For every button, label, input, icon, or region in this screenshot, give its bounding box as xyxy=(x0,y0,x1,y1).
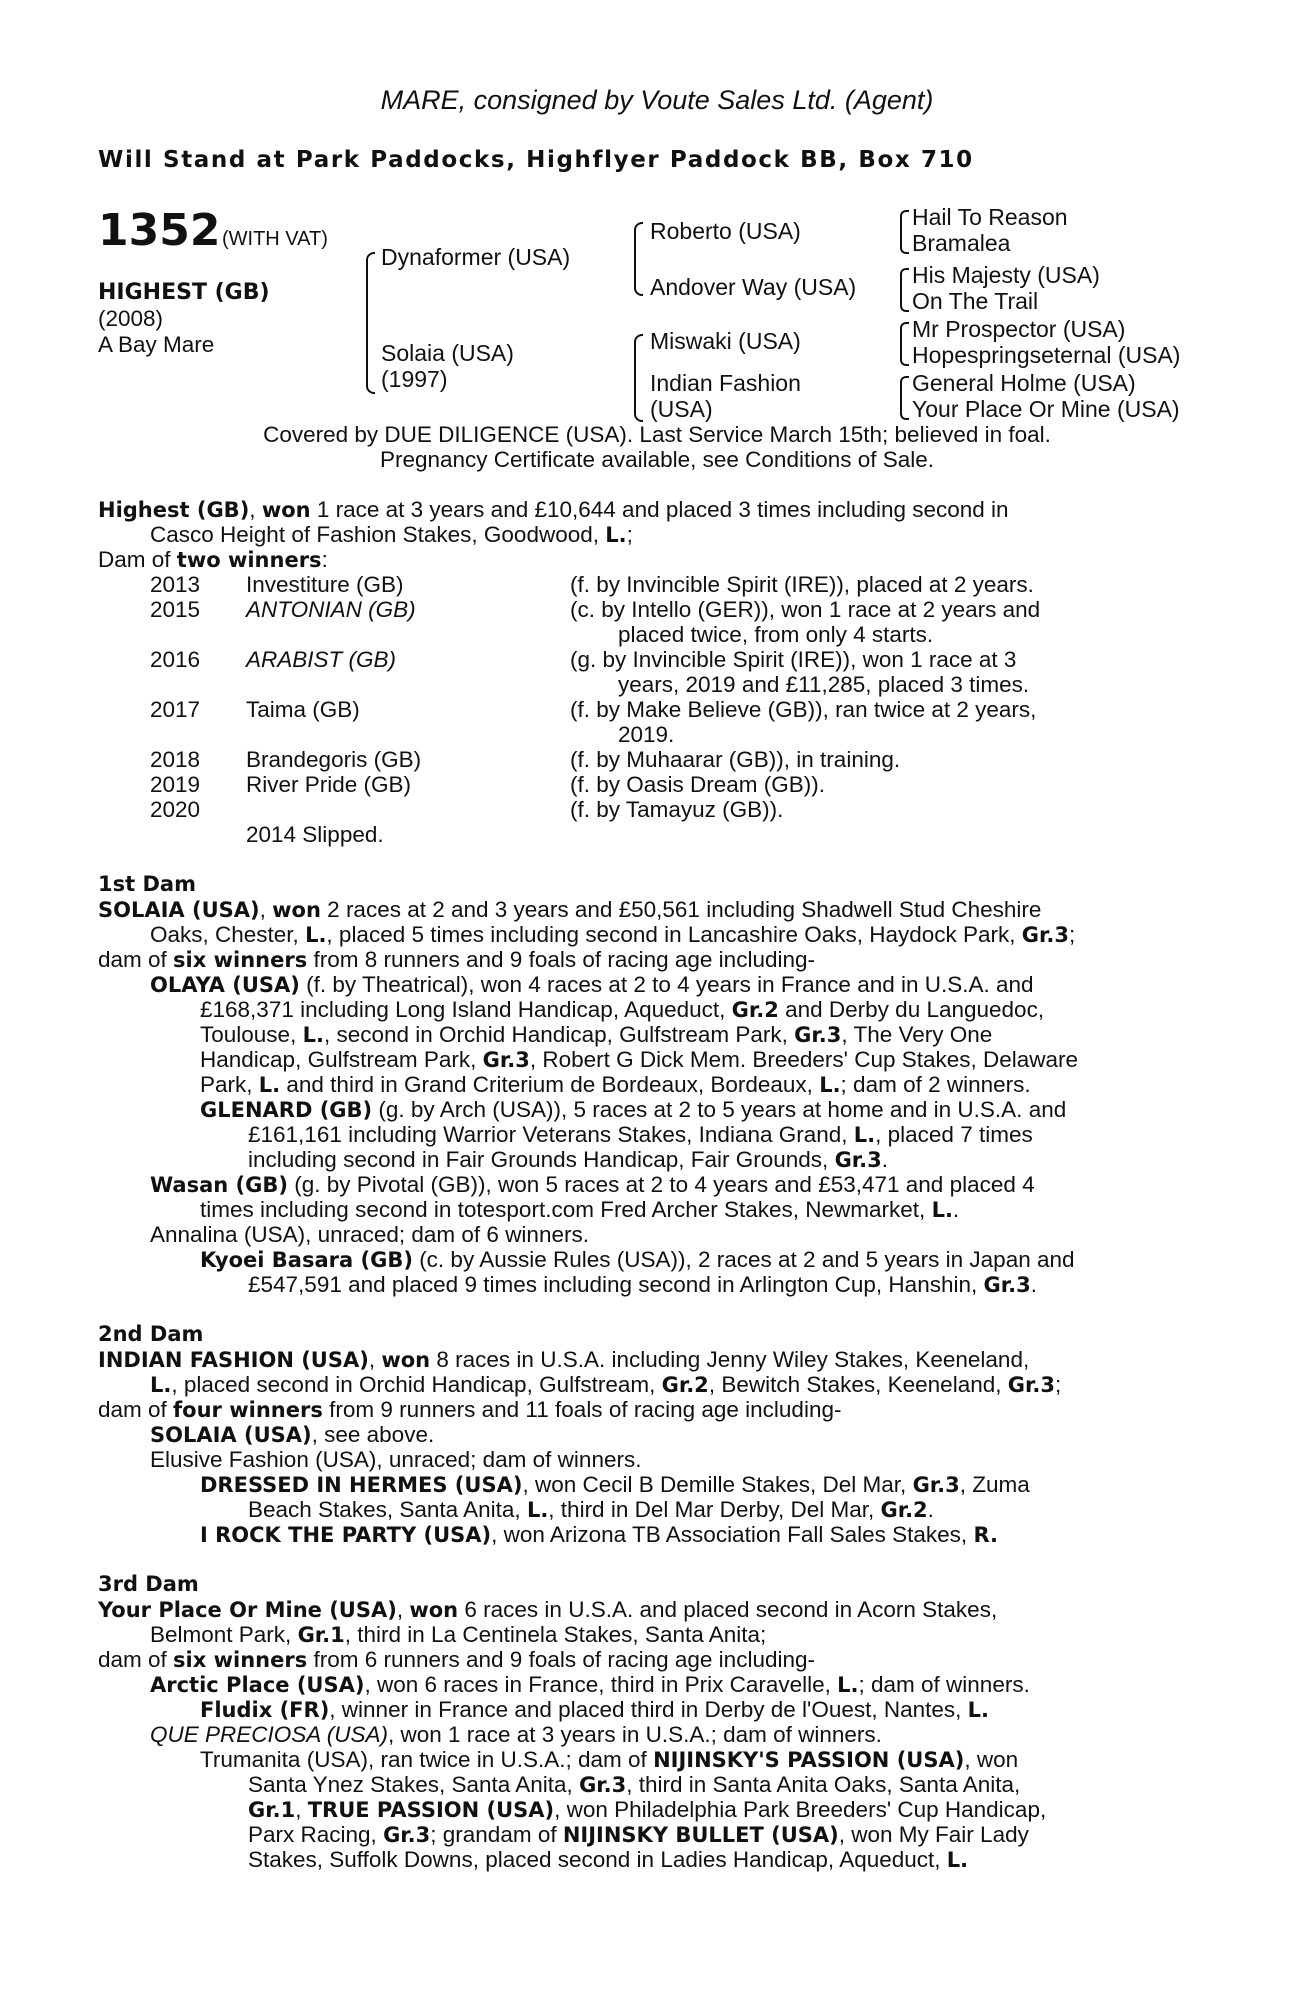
produce-detail: (f. by Oasis Dream (GB)). xyxy=(570,772,826,797)
arctic-record: Arctic Place (USA), won 6 races in France, third in Prix Caravelle, L.; dam of winners. xyxy=(150,1672,1030,1697)
produce-detail: 2019. xyxy=(618,722,675,747)
kyoei-record: Kyoei Basara (GB) (c. by Aussie Rules (USA)), 2 races at 2 and 5 years in Japan and xyxy=(200,1247,1075,1272)
pedigree-dam: Solaia (USA) xyxy=(381,340,514,366)
trumanita-record-cont: Gr.1, TRUE PASSION (USA), won Philadelphia Park Breeders' Cup Handicap, xyxy=(248,1797,1047,1822)
trumanita-record-cont: Parx Racing, Gr.3; grandam of NIJINSKY BULLET (USA), won My Fair Lady xyxy=(248,1822,1029,1847)
covered-line: Covered by DUE DILIGENCE (USA). Last Service March 15th; believed in foal. xyxy=(263,422,1051,447)
produce-detail: (f. by Invincible Spirit (IRE)), placed at 2 years. xyxy=(570,572,1034,597)
trumanita-record-cont: Stakes, Suffolk Downs, placed second in Ladies Handicap, Aqueduct, L. xyxy=(248,1847,969,1872)
horse-year: (2008) xyxy=(98,306,164,331)
pedigree-ddd: Your Place Or Mine (USA) xyxy=(912,396,1180,422)
stand-location: Will Stand at Park Paddocks, Highflyer Paddock BB, Box 710 xyxy=(98,147,974,173)
horse-description: A Bay Mare xyxy=(98,332,215,357)
wasan-record: Wasan (GB) (g. by Pivotal (GB)), won 5 races at 2 to 4 years and £53,471 and placed 4 xyxy=(150,1172,1035,1197)
trumanita-record: Trumanita (USA), ran twice in U.S.A.; dam of NIJINSKY'S PASSION (USA), won xyxy=(200,1747,1019,1772)
produce-year: 2019 xyxy=(150,772,201,797)
pedigree-dam-year: (1997) xyxy=(381,366,448,392)
first-dam-record: SOLAIA (USA), won 2 races at 2 and 3 years and £50,561 including Shadwell Stud Cheshire xyxy=(98,897,1042,922)
pedigree-sire-sire: Roberto (USA) xyxy=(650,218,801,244)
third-dam-record-cont: Belmont Park, Gr.1, third in La Centinela Stakes, Santa Anita; xyxy=(150,1622,767,1647)
pedigree-dss: Mr Prospector (USA) xyxy=(912,316,1126,342)
annalina-record: Annalina (USA), unraced; dam of 6 winners. xyxy=(150,1222,589,1247)
pedigree-sds: His Majesty (USA) xyxy=(912,262,1100,288)
third-dam-produce-summary: dam of six winners from 6 runners and 9 foals of racing age including- xyxy=(98,1647,815,1672)
pedigree-sire: Dynaformer (USA) xyxy=(381,244,571,270)
catalogue-title: MARE, consigned by Voute Sales Ltd. (Agent) xyxy=(380,85,934,115)
pedigree-ssd: Bramalea xyxy=(912,230,1011,256)
pedigree-dam-dam-country: (USA) xyxy=(650,396,713,422)
pedigree-brace xyxy=(366,252,375,394)
pedigree-sdd: On The Trail xyxy=(912,288,1039,314)
produce-name: ARABIST (GB) xyxy=(246,647,397,672)
pedigree-dam-dam: Indian Fashion xyxy=(650,370,801,396)
third-dam-record: Your Place Or Mine (USA), won 6 races in U.S.A. and placed second in Acorn Stakes, xyxy=(98,1597,998,1622)
pedigree-brace xyxy=(900,322,909,366)
pregnancy-line: Pregnancy Certificate available, see Conditions of Sale. xyxy=(379,447,935,472)
glenard-record: GLENARD (GB) (g. by Arch (USA)), 5 races at 2 to 5 years at home and in U.S.A. and xyxy=(200,1097,1067,1122)
olaya-record: OLAYA (USA) (f. by Theatrical), won 4 races at 2 to 4 years in France and in U.S.A. and xyxy=(150,972,1034,997)
produce-name: ANTONIAN (GB) xyxy=(246,597,416,622)
mare-race-record: Highest (GB), won 1 race at 3 years and £10,644 and placed 3 times including second in xyxy=(98,497,1009,522)
irock-record: I ROCK THE PARTY (USA), won Arizona TB Association Fall Sales Stakes, R. xyxy=(200,1522,998,1547)
produce-year: 2018 xyxy=(150,747,201,772)
produce-name: Brandegoris (GB) xyxy=(246,747,422,772)
produce-year: 2015 xyxy=(150,597,201,622)
produce-detail: (c. by Intello (GER)), won 1 race at 2 years and xyxy=(570,597,1041,622)
produce-detail: (f. by Muhaarar (GB)), in training. xyxy=(570,747,901,772)
produce-year: 2020 xyxy=(150,797,201,822)
olaya-record-cont: Park, L. and third in Grand Criterium de Bordeaux, Bordeaux, L.; dam of 2 winners. xyxy=(200,1072,1031,1097)
pedigree-brace xyxy=(634,222,643,296)
mare-race-record-cont: Casco Height of Fashion Stakes, Goodwood, L.; xyxy=(150,522,633,547)
first-dam-heading: 1st Dam xyxy=(98,872,196,896)
produce-year: 2017 xyxy=(150,697,201,722)
olaya-record-cont: £168,371 including Long Island Handicap, Aqueduct, Gr.2 and Derby du Languedoc, xyxy=(200,997,1045,1022)
pedigree-brace xyxy=(634,334,643,422)
kyoei-record-cont: £547,591 and placed 9 times including second in Arlington Cup, Hanshin, Gr.3. xyxy=(248,1272,1037,1297)
second-dam-record-cont: L., placed second in Orchid Handicap, Gulfstream, Gr.2, Bewitch Stakes, Keeneland, Gr.3; xyxy=(150,1372,1062,1397)
fludix-record: Fludix (FR), winner in France and placed third in Derby de l'Ouest, Nantes, L. xyxy=(200,1697,990,1722)
produce-name: Taima (GB) xyxy=(246,697,360,722)
second-dam-record: INDIAN FASHION (USA), won 8 races in U.S.A. including Jenny Wiley Stakes, Keeneland, xyxy=(98,1347,1030,1372)
produce-year: 2016 xyxy=(150,647,201,672)
third-dam-heading: 3rd Dam xyxy=(98,1572,199,1596)
pedigree-sire-dam: Andover Way (USA) xyxy=(650,274,857,300)
produce-detail: years, 2019 and £11,285, placed 3 times. xyxy=(618,672,1030,697)
produce-detail: (f. by Tamayuz (GB)). xyxy=(570,797,784,822)
vat-note: (WITH VAT) xyxy=(222,228,328,250)
first-dam-record-cont: Oaks, Chester, L., placed 5 times including second in Lancashire Oaks, Haydock Park, Gr.3; xyxy=(150,922,1076,947)
pedigree-dds: General Holme (USA) xyxy=(912,370,1136,396)
solaia-ref: SOLAIA (USA), see above. xyxy=(150,1422,435,1447)
pedigree-brace xyxy=(900,268,909,312)
produce-detail: placed twice, from only 4 starts. xyxy=(618,622,934,647)
second-dam-produce-summary: dam of four winners from 9 runners and 11 foals of racing age including- xyxy=(98,1397,842,1422)
produce-name: River Pride (GB) xyxy=(246,772,412,797)
trumanita-record-cont: Santa Ynez Stakes, Santa Anita, Gr.3, third in Santa Anita Oaks, Santa Anita, xyxy=(248,1772,1021,1797)
wasan-record-cont: times including second in totesport.com Fred Archer Stakes, Newmarket, L.. xyxy=(200,1197,960,1222)
pedigree-brace xyxy=(900,210,909,254)
dressed-record: DRESSED IN HERMES (USA), won Cecil B Demille Stakes, Del Mar, Gr.3, Zuma xyxy=(200,1472,1030,1497)
lot-number: 1352 xyxy=(98,205,221,256)
second-dam-heading: 2nd Dam xyxy=(98,1322,204,1346)
elusive-record: Elusive Fashion (USA), unraced; dam of winners. xyxy=(150,1447,642,1472)
produce-name: Investiture (GB) xyxy=(246,572,404,597)
que-record: QUE PRECIOSA (USA), won 1 race at 3 years in U.S.A.; dam of winners. xyxy=(150,1722,882,1747)
glenard-record-cont: including second in Fair Grounds Handicap, Fair Grounds, Gr.3. xyxy=(248,1147,889,1172)
olaya-record-cont: Handicap, Gulfstream Park, Gr.3, Robert G Dick Mem. Breeders' Cup Stakes, Delaware xyxy=(200,1047,1079,1072)
pedigree-sss: Hail To Reason xyxy=(912,204,1068,230)
first-dam-produce-summary: dam of six winners from 8 runners and 9 foals of racing age including- xyxy=(98,947,815,972)
dressed-record-cont: Beach Stakes, Santa Anita, L., third in Del Mar Derby, Del Mar, Gr.2. xyxy=(248,1497,934,1522)
pedigree-dsd: Hopespringseternal (USA) xyxy=(912,342,1181,368)
mare-dam-of: Dam of two winners: xyxy=(98,547,328,572)
olaya-record-cont: Toulouse, L., second in Orchid Handicap, Gulfstream Park, Gr.3, The Very One xyxy=(200,1022,993,1047)
horse-name: HIGHEST (GB) xyxy=(98,280,270,305)
glenard-record-cont: £161,161 including Warrior Veterans Stakes, Indiana Grand, L., placed 7 times xyxy=(248,1122,1033,1147)
produce-year: 2013 xyxy=(150,572,201,597)
pedigree-brace xyxy=(900,376,909,420)
produce-slipped: 2014 Slipped. xyxy=(246,822,384,847)
produce-detail: (g. by Invincible Spirit (IRE)), won 1 race at 3 xyxy=(570,647,1017,672)
pedigree-dam-sire: Miswaki (USA) xyxy=(650,328,801,354)
produce-detail: (f. by Make Believe (GB)), ran twice at 2 years, xyxy=(570,697,1037,722)
